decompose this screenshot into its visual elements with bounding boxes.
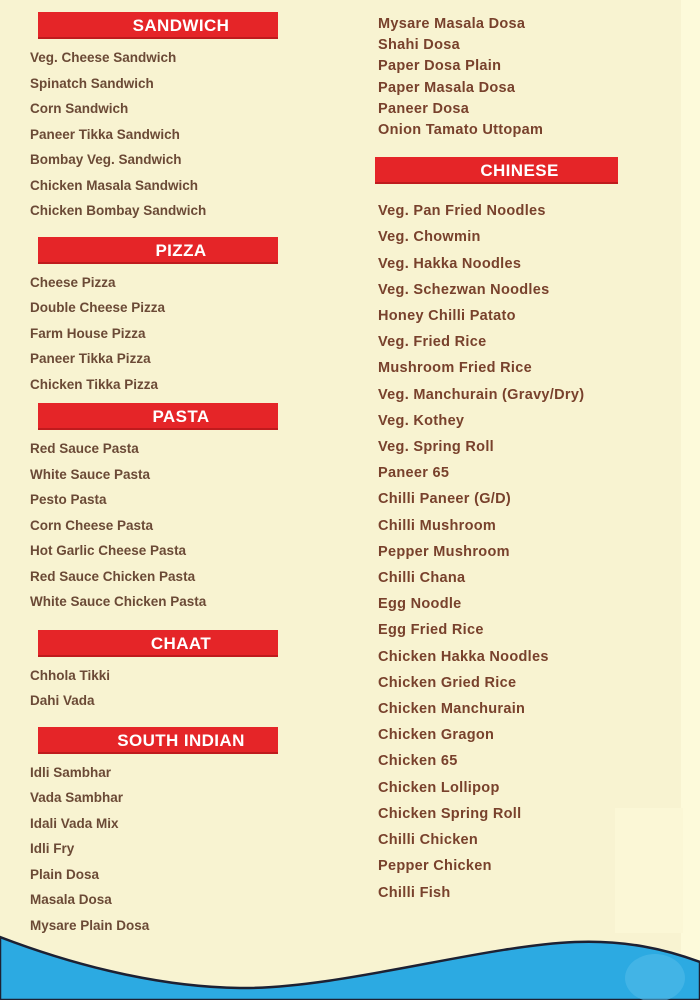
menu-section-sandwich [30, 12, 290, 224]
menu-item: Corn Sandwich [30, 101, 129, 116]
menu-item: White Sauce Pasta [30, 466, 151, 482]
menu-item: Veg. Fried Rice [378, 334, 487, 351]
section-header-chaat: CHAAT [38, 630, 278, 657]
menu-item: Masala Dosa [30, 892, 112, 907]
bottom-wave-graphic [0, 930, 700, 1000]
menu-item: Pesto Pasta [30, 492, 107, 507]
menu-section-chaat [30, 630, 290, 714]
menu-item: Veg. Spring Roll [378, 439, 494, 456]
menu-item: Veg. Kothey [378, 412, 465, 429]
menu-left-column [30, 12, 290, 938]
menu-item: Bombay Veg. Sandwich [30, 152, 182, 167]
menu-item: Chilli Paneer (G/D) [378, 491, 511, 508]
menu-item: Paneer Tikka Pizza [30, 351, 151, 366]
menu-item: Chilli Chana [378, 570, 466, 587]
menu-item: Paneer Tikka Sandwich [30, 126, 180, 142]
menu-item: Spinatch Sandwich [30, 75, 154, 91]
menu-item: Idli Sambhar [30, 764, 112, 780]
menu-item: Hot Garlic Cheese Pasta [30, 543, 187, 558]
pizza-items-list [30, 270, 290, 398]
menu-item: Dahi Vada [30, 693, 95, 708]
pasta-items-list [30, 436, 290, 615]
menu-item: White Sauce Chicken Pasta [30, 594, 207, 609]
menu-item: Veg. Pan Fried Noodles [378, 203, 546, 220]
menu-item: Paneer Dosa [378, 100, 470, 117]
menu-item: Chicken Gragon [378, 727, 495, 744]
menu-item: Cheese Pizza [30, 274, 116, 290]
section-header-south-indian: SOUTH INDIAN [38, 727, 278, 754]
section-header-pizza: PIZZA [38, 237, 278, 264]
wave-fill [0, 937, 700, 1000]
menu-item: Mysare Plain Dosa [30, 917, 150, 933]
menu-item: Chicken Bombay Sandwich [30, 203, 207, 218]
menu-item: Onion Tamato Uttopam [378, 122, 544, 139]
menu-item: Corn Cheese Pasta [30, 517, 154, 533]
menu-section-pasta [30, 403, 290, 615]
menu-item: Veg. Schezwan Noodles [378, 281, 550, 298]
section-header-pasta: PASTA [38, 403, 278, 430]
menu-item: Paper Masala Dosa [378, 79, 516, 96]
menu-item: Veg. Cheese Sandwich [30, 50, 177, 65]
menu-item: Chilli Mushroom [378, 517, 497, 534]
menu-right-column [378, 14, 683, 906]
menu-item: Chicken Masala Sandwich [30, 177, 199, 193]
menu-item: Veg. Manchurain (Gravy/Dry) [378, 386, 585, 403]
menu-item: Honey Chilli Patato [378, 308, 516, 325]
menu-item: Chilli Fish [378, 884, 451, 901]
menu-item: Mushroom Fried Rice [378, 360, 532, 377]
section-header-chinese: CHINESE [375, 157, 618, 184]
menu-item: Chicken Spring Roll [378, 805, 522, 822]
south-indian-items-list [30, 760, 290, 939]
menu-item: Vada Sambhar [30, 790, 124, 805]
menu-item: Chicken Tikka Pizza [30, 376, 159, 392]
menu-item: Egg Fried Rice [378, 622, 484, 639]
menu-item: Pepper Chicken [378, 858, 492, 875]
menu-item: Plain Dosa [30, 866, 100, 882]
menu-item: Shahi Dosa [378, 37, 460, 54]
menu-item: Mysare Masala Dosa [378, 16, 526, 32]
menu-item: Chicken 65 [378, 753, 458, 770]
menu-item: Idli Fry [30, 841, 75, 856]
chinese-items-list [378, 198, 683, 905]
menu-item: Chhola Tikki [30, 667, 111, 683]
menu-item: Paper Dosa Plain [378, 58, 502, 75]
menu-item: Veg. Hakka Noodles [378, 255, 522, 272]
menu-item: Egg Noodle [378, 596, 462, 613]
menu-section-pizza [30, 237, 290, 398]
south-indian-continuation-list [378, 14, 683, 141]
menu-item: Veg. Chowmin [378, 229, 481, 246]
menu-item: Chicken Hakka Noodles [378, 648, 549, 665]
menu-item: Chicken Lollipop [378, 779, 500, 796]
section-header-sandwich: SANDWICH [38, 12, 278, 39]
wave-highlight-blob [625, 954, 685, 1000]
menu-item: Red Sauce Chicken Pasta [30, 568, 196, 584]
menu-section-south-indian [30, 727, 290, 939]
menu-item: Farm House Pizza [30, 325, 146, 341]
chaat-items-list [30, 663, 290, 714]
menu-item: Idali Vada Mix [30, 815, 119, 831]
sandwich-items-list [30, 45, 290, 224]
right-edge-strip [681, 0, 700, 1000]
menu-item: Red Sauce Pasta [30, 441, 139, 456]
menu-item: Pepper Mushroom [378, 543, 510, 560]
menu-item: Paneer 65 [378, 465, 450, 482]
menu-item: Chicken Gried Rice [378, 674, 517, 691]
menu-item: Chicken Manchurain [378, 701, 526, 718]
menu-item: Chilli Chicken [378, 832, 479, 849]
menu-item: Double Cheese Pizza [30, 300, 166, 315]
